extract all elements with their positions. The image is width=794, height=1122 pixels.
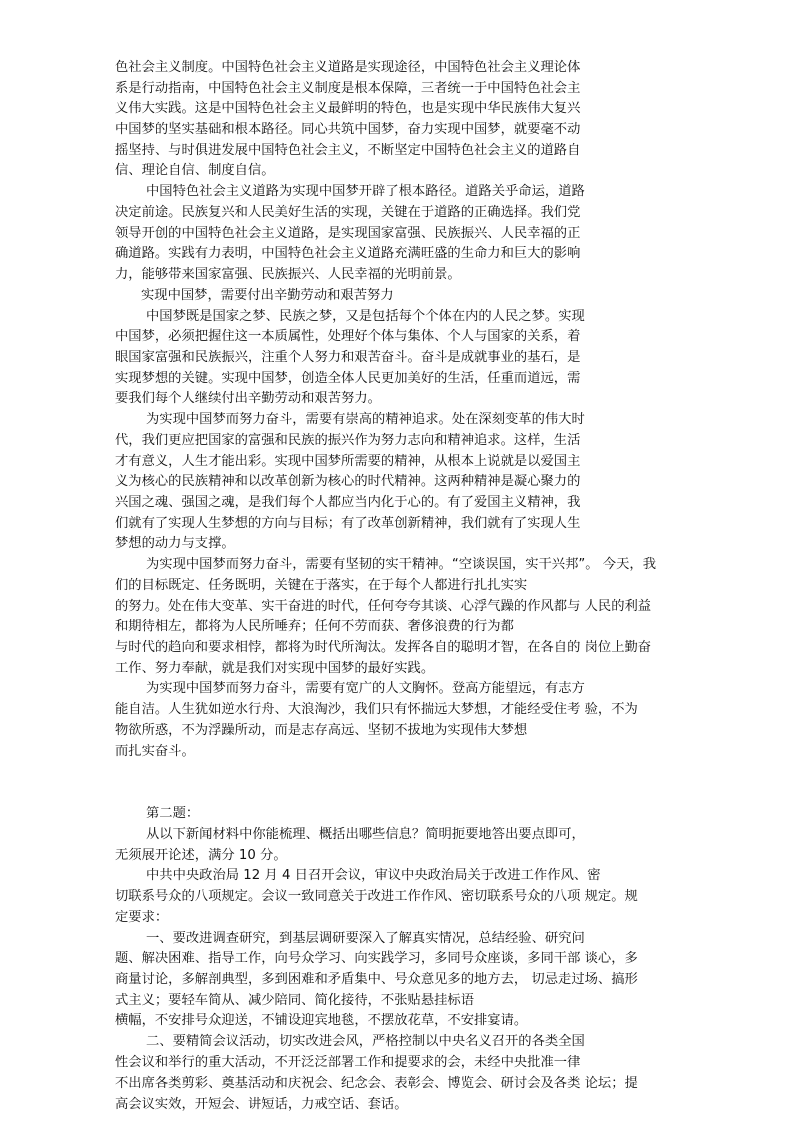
- paragraph-line: 代，我们更应把国家的富强和民族的振兴作为努力志向和精神追求。这样，生活: [115, 433, 581, 448]
- paragraph-line: 力，能够带来国家富强、民族振兴、人民幸福的光明前景。: [115, 267, 461, 282]
- paragraph-line: 义伟大实践。这是中国特色社会主义最鲜明的特色，也是实现中华民族伟大复兴: [115, 101, 581, 116]
- paragraph-line: 摇坚持、与时俱进发展中国特色社会主义，不断坚定中国特色社会主义的道路自: [115, 143, 581, 158]
- paragraph-line: 而扎实奋斗。: [115, 744, 195, 759]
- paragraph-line: 工作、努力奉献，就是我们对实现中国梦的最好实践。: [115, 661, 435, 676]
- paragraph-line: 二、要精简会议活动，切实改进会风，严格控制以中央名义召开的各类全国: [146, 1034, 585, 1049]
- paragraph-line: 中国梦既是国家之梦、民族之梦，又是包括每个个体在内的人民之梦。实现: [146, 309, 585, 324]
- paragraph-line: 决定前途。民族复兴和人民美好生活的实现，关键在于道路的正确选择。我们党: [115, 205, 581, 220]
- paragraph-line: 无须展开论述，满分 10 分。: [115, 848, 287, 863]
- paragraph-line: 物欲所惑，不为浮躁所动，而是志存高远、坚韧不拔地为实现伟大梦想: [115, 723, 528, 738]
- paragraph-line: 高会议实效，开短会、讲短话，力戒空话、套话。: [115, 1097, 408, 1112]
- paragraph-line: 确道路。实践有力表明，中国特色社会主义道路充满旺盛的生命力和巨大的影响: [115, 246, 581, 261]
- paragraph-line: 眼国家富强和民族振兴，注重个人努力和艰苦奋斗。奋斗是成就事业的基石，是: [115, 350, 581, 365]
- paragraph-line: 中共中央政治局 12 月 4 日召开会议，审议中央政治局关于改进工作作风、密: [146, 868, 601, 883]
- paragraph-line: 义为核心的民族精神和以改革创新为核心的时代精神。这两种精神是凝心聚力的: [115, 474, 581, 489]
- paragraph-line: 能自洁。人生犹如逆水行舟、大浪淘沙，我们只有怀揣远大梦想，才能经受住考 验，不为: [115, 702, 638, 717]
- paragraph-line: 和期待相左，都将为人民所唾弃；任何不劳而获、奢侈浪费的行为都: [115, 619, 514, 634]
- paragraph-line: 横幅，不安排号众迎送，不铺设迎宾地毯，不摆放花草，不安排宴请。: [115, 1013, 528, 1028]
- paragraph-line: 中国梦的坚实基础和根本路径。同心共筑中国梦，奋力实现中国梦，就要毫不动: [115, 122, 581, 137]
- paragraph-line: 信、理论自信、制度自信。: [115, 163, 275, 178]
- section-heading: 实现中国梦，需要付出辛勤劳动和艰苦努力: [141, 288, 394, 303]
- paragraph-line: 商量讨论，多解剖典型，多到困难和矛盾集中、号众意见多的地方去， 切忌走过场、搞形: [115, 972, 638, 987]
- paragraph-line: 中国特色社会主义道路为实现中国梦开辟了根本路径。道路关乎命运，道路: [146, 184, 585, 199]
- paragraph-line: 梦想的动力与支撑。: [115, 536, 235, 551]
- paragraph-line: 一、要改进调查研究，到基层调研要深入了解真实情况，总结经验、研究问: [146, 931, 585, 946]
- paragraph-line: 与时代的趋向和要求相悖，都将为时代所淘汰。发挥各自的聪明才智，在各自的 岗位上勤奋: [115, 640, 652, 655]
- paragraph-line: 们就有了实现人生梦想的方向与目标；有了改革创新精神，我们就有了实现人生: [115, 516, 581, 531]
- paragraph-line: 兴国之魂、强国之魂，是我们每个人都应当内化于心的。有了爱国主义精神，我: [115, 495, 581, 510]
- paragraph-line: 的努力。处在伟大变革、实干奋进的时代，任何夸夸其谈、心浮气躁的作风都与 人民的利益: [115, 599, 652, 614]
- paragraph-line: 系是行动指南，中国特色社会主义制度是根本保障，三者统一于中国特色社会主: [115, 81, 581, 96]
- paragraph-line: 性会议和举行的重大活动，不开泛泛部署工作和提要求的会，未经中央批准一律: [115, 1055, 581, 1070]
- paragraph-line: 实现梦想的关键。实现中国梦，创造全体人民更加美好的生活，任重而道远，需: [115, 371, 581, 386]
- paragraph-line: 定要求：: [115, 910, 169, 925]
- question-heading: 第二题：: [146, 806, 200, 821]
- paragraph-line: 色社会主义制度。中国特色社会主义道路是实现途径，中国特色社会主义理论体: [115, 60, 581, 75]
- paragraph-line: 要我们每个人继续付出辛勤劳动和艰苦努力。: [115, 391, 381, 406]
- paragraph-line: 才有意义，人生才能出彩。实现中国梦所需要的精神，从根本上说就是以爱国主: [115, 454, 581, 469]
- paragraph-line: 式主义；要轻车简从、减少陪同、简化接待，不张贴悬挂标语: [115, 993, 475, 1008]
- paragraph-line: 不出席各类剪彩、奠基活动和庆祝会、纪念会、表彰会、博览会、研讨会及各类 论坛；提: [115, 1076, 638, 1091]
- paragraph-line: 为实现中国梦而努力奋斗，需要有崇高的精神追求。处在深刻变革的伟大时: [146, 412, 585, 427]
- paragraph-line: 为实现中国梦而努力奋斗，需要有坚韧的实干精神。“空谈误国，实干兴邦”。 今天，我: [146, 557, 656, 572]
- paragraph-line: 们的目标既定、任务既明，关键在于落实，在于每个人都进行扎扎实实: [115, 578, 528, 593]
- paragraph-line: 为实现中国梦而努力奋斗，需要有宽广的人文胸怀。登高方能望远，有志方: [146, 681, 585, 696]
- paragraph-line: 切联系号众的八项规定。会议一致同意关于改进工作作风、密切联系号众的八项 规定。规: [115, 889, 638, 904]
- paragraph-line: 从以下新闻材料中你能梳理、概括出哪些信息？简明扼要地答出要点即可，: [146, 827, 585, 842]
- paragraph-line: 中国梦，必须把握住这一本质属性，处理好个体与集体、个人与国家的关系，着: [115, 329, 581, 344]
- paragraph-line: 题、解决困难、指导工作，向号众学习、向实践学习，多同号众座谈，多同干部 谈心，多: [115, 951, 638, 966]
- paragraph-line: 领导开创的中国特色社会主义道路，是实现国家富强、民族振兴、人民幸福的正: [115, 226, 581, 241]
